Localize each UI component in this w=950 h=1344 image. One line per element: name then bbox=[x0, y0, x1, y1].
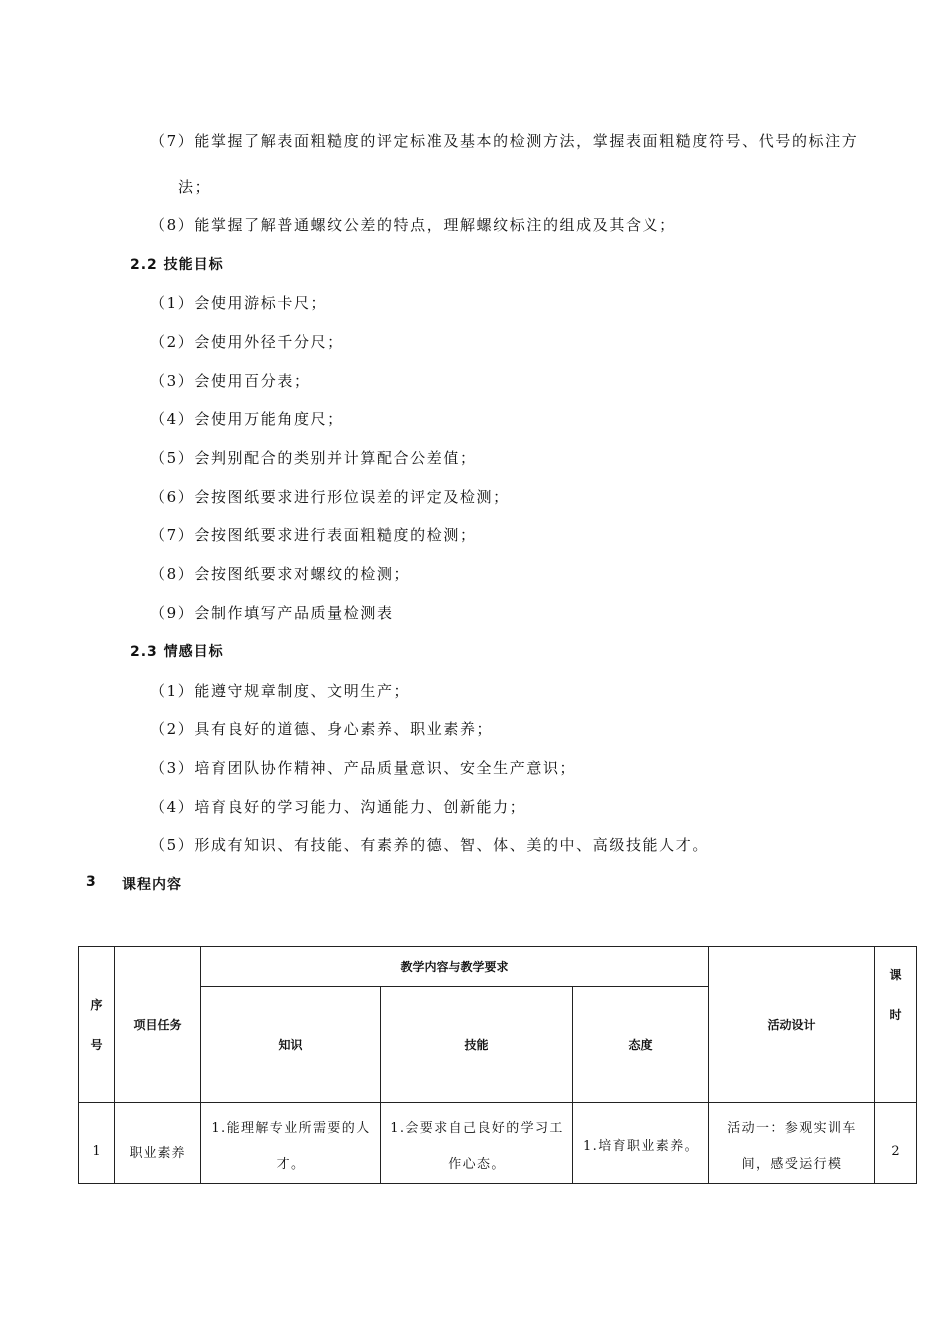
emotion-item: （1）能遵守规章制度、文明生产； bbox=[150, 682, 411, 700]
row-skill: 1.会要求自己良好的学习工作心态。 bbox=[381, 1103, 573, 1184]
table-row bbox=[79, 1103, 917, 1184]
row-task: 职业素养 bbox=[115, 1103, 201, 1184]
row-activity: 活动一：参观实训车间，感受运行模 bbox=[709, 1103, 875, 1184]
header-activity: 活动设计 bbox=[709, 947, 875, 1103]
course-content-table bbox=[78, 946, 917, 1184]
row-hours: 2 bbox=[875, 1103, 917, 1184]
emotion-item: （2）具有良好的道德、身心素养、职业素养； bbox=[150, 720, 494, 738]
skill-heading: 2.2 技能目标 bbox=[130, 257, 224, 273]
skill-item: （3）会使用百分表； bbox=[150, 372, 311, 390]
header-skill: 技能 bbox=[381, 987, 573, 1103]
row-seq: 1 bbox=[79, 1103, 115, 1184]
emotion-item: （4）培育良好的学习能力、沟通能力、创新能力； bbox=[150, 798, 527, 816]
header-knowledge: 知识 bbox=[201, 987, 381, 1103]
header-seq: 序号 bbox=[79, 947, 115, 1103]
header-content-group: 教学内容与教学要求 bbox=[201, 947, 709, 987]
skill-item: （1）会使用游标卡尺； bbox=[150, 294, 328, 312]
emotion-heading: 2.3 情感目标 bbox=[130, 644, 224, 660]
skill-item: （5）会判别配合的类别并计算配合公差值； bbox=[150, 449, 477, 467]
knowledge-item-7: （7）能掌握了解表面粗糙度的评定标准及基本的检测方法，掌握表面粗糙度符号、代号的标注方 bbox=[150, 132, 859, 150]
skill-item: （2）会使用外径千分尺； bbox=[150, 333, 344, 351]
skill-item: （7）会按图纸要求进行表面粗糙度的检测； bbox=[150, 526, 477, 544]
skill-item: （9）会制作填写产品质量检测表 bbox=[150, 604, 394, 622]
header-attitude: 态度 bbox=[573, 987, 709, 1103]
header-hours: 课时 bbox=[875, 947, 917, 1103]
knowledge-item-7-cont: 法； bbox=[178, 178, 212, 196]
row-knowledge: 1.能理解专业所需要的人才。 bbox=[201, 1103, 381, 1184]
emotion-item: （3）培育团队协作精神、产品质量意识、安全生产意识； bbox=[150, 759, 577, 777]
row-attitude: 1.培育职业素养。 bbox=[573, 1103, 709, 1184]
emotion-item: （5）形成有知识、有技能、有素养的德、智、体、美的中、高级技能人才。 bbox=[150, 836, 709, 854]
header-task: 项目任务 bbox=[115, 947, 201, 1103]
section-number: 3 bbox=[86, 874, 96, 890]
skill-item: （4）会使用万能角度尺； bbox=[150, 410, 344, 428]
skill-item: （6）会按图纸要求进行形位误差的评定及检测； bbox=[150, 488, 510, 506]
section-title: 课程内容 bbox=[122, 877, 182, 893]
knowledge-item-8: （8）能掌握了解普通螺纹公差的特点，理解螺纹标注的组成及其含义； bbox=[150, 216, 676, 234]
skill-item: （8）会按图纸要求对螺纹的检测； bbox=[150, 565, 411, 583]
